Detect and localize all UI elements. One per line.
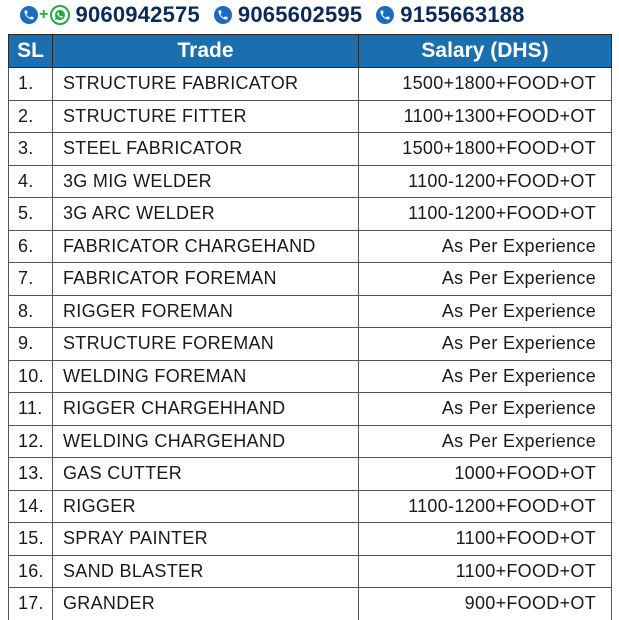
jobs-table [8, 34, 612, 620]
row-trade: RIGGER [53, 490, 359, 523]
row-trade: GRANDER [53, 588, 359, 620]
row-salary: 900+FOOD+OT [359, 588, 612, 620]
row-sl: 11. [9, 393, 53, 426]
contact-group-3 [376, 2, 538, 28]
table-row [9, 198, 612, 231]
row-salary: 1100-1200+FOOD+OT [359, 165, 612, 198]
header-salary: Salary (DHS) [359, 35, 612, 68]
row-sl: 13. [9, 458, 53, 491]
table-row [9, 230, 612, 263]
table-row [9, 100, 612, 133]
phone-icon [214, 6, 232, 24]
table-row [9, 490, 612, 523]
contact-group-2 [214, 2, 376, 28]
row-sl: 17. [9, 588, 53, 620]
table-row [9, 263, 612, 296]
row-salary: 1100+FOOD+OT [359, 523, 612, 556]
contact-phone-1[interactable]: 9060942575 [75, 2, 200, 27]
row-trade: STEEL FABRICATOR [53, 133, 359, 166]
contact-bar [0, 0, 619, 30]
table-row [9, 133, 612, 166]
row-salary: As Per Experience [359, 360, 612, 393]
row-sl: 10. [9, 360, 53, 393]
row-trade: RIGGER CHARGEHHAND [53, 393, 359, 426]
row-salary: As Per Experience [359, 263, 612, 296]
phone-icon [20, 6, 38, 24]
row-sl: 8. [9, 295, 53, 328]
row-salary: 1100+1300+FOOD+OT [359, 100, 612, 133]
table-row [9, 393, 612, 426]
row-trade: RIGGER FOREMAN [53, 295, 359, 328]
row-sl: 7. [9, 263, 53, 296]
row-salary: 1100-1200+FOOD+OT [359, 490, 612, 523]
row-sl: 14. [9, 490, 53, 523]
whatsapp-icon [50, 5, 70, 25]
row-sl: 15. [9, 523, 53, 556]
table-row [9, 458, 612, 491]
table-body [9, 68, 612, 620]
row-trade: STRUCTURE FABRICATOR [53, 68, 359, 101]
row-salary: 1500+1800+FOOD+OT [359, 133, 612, 166]
table-header-row [9, 35, 612, 68]
row-salary: As Per Experience [359, 230, 612, 263]
table-row [9, 425, 612, 458]
row-sl: 6. [9, 230, 53, 263]
plus-separator: + [39, 6, 49, 23]
row-salary: 1000+FOOD+OT [359, 458, 612, 491]
table-row [9, 360, 612, 393]
row-sl: 16. [9, 555, 53, 588]
table-row [9, 165, 612, 198]
row-salary: As Per Experience [359, 425, 612, 458]
row-salary: 1500+1800+FOOD+OT [359, 68, 612, 101]
row-trade: 3G ARC WELDER [53, 198, 359, 231]
row-salary: 1100-1200+FOOD+OT [359, 198, 612, 231]
row-trade: SAND BLASTER [53, 555, 359, 588]
row-trade: 3G MIG WELDER [53, 165, 359, 198]
row-sl: 3. [9, 133, 53, 166]
row-trade: SPRAY PAINTER [53, 523, 359, 556]
row-salary: As Per Experience [359, 295, 612, 328]
contact-phone-3[interactable]: 9155663188 [400, 2, 525, 27]
header-trade: Trade [53, 35, 359, 68]
row-sl: 9. [9, 328, 53, 361]
header-sl: SL [9, 35, 53, 68]
row-salary: As Per Experience [359, 328, 612, 361]
row-trade: STRUCTURE FOREMAN [53, 328, 359, 361]
row-sl: 12. [9, 425, 53, 458]
row-trade: WELDING CHARGEHAND [53, 425, 359, 458]
row-sl: 5. [9, 198, 53, 231]
table-row [9, 295, 612, 328]
row-trade: FABRICATOR FOREMAN [53, 263, 359, 296]
phone-icon [376, 6, 394, 24]
row-salary: 1100+FOOD+OT [359, 555, 612, 588]
row-sl: 4. [9, 165, 53, 198]
contact-group-1 [20, 2, 214, 28]
row-sl: 1. [9, 68, 53, 101]
contact-phone-2[interactable]: 9065602595 [237, 2, 363, 27]
row-salary: As Per Experience [359, 393, 612, 426]
table-row [9, 328, 612, 361]
row-trade: STRUCTURE FITTER [53, 100, 359, 133]
row-sl: 2. [9, 100, 53, 133]
row-trade: GAS CUTTER [53, 458, 359, 491]
table-row [9, 555, 612, 588]
row-trade: FABRICATOR CHARGEHAND [53, 230, 359, 263]
table-row [9, 68, 612, 101]
table-row [9, 523, 612, 556]
table-row [9, 588, 612, 620]
row-trade: WELDING FOREMAN [53, 360, 359, 393]
